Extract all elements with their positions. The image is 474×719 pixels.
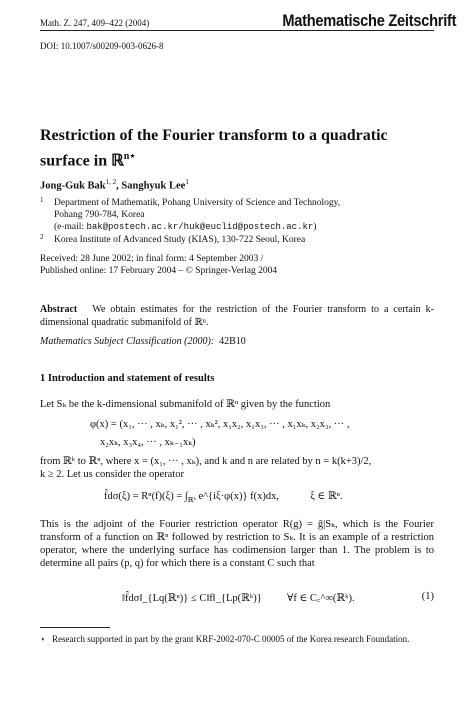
footnote-mark: ⋆ bbox=[40, 634, 46, 644]
doi: DOI: 10.1007/s00209-003-0626-8 bbox=[40, 41, 164, 51]
title-line-1: Restriction of the Fourier transform to a quadratic bbox=[40, 127, 388, 144]
affiliation-line: Korea Institute of Advanced Study (KIAS), 130-722 Seoul, Korea bbox=[54, 235, 306, 245]
paragraph-2-line-2: k ≥ 2. Let us consider the operator bbox=[40, 469, 184, 480]
integral-domain: ℝᵏ bbox=[187, 496, 196, 505]
footnote bbox=[40, 633, 434, 645]
equation-operator-rhs: e^{iξ·φ(x)} f(x)dx, bbox=[198, 491, 279, 502]
author-2: Sanghyuk Lee bbox=[121, 180, 186, 192]
msc-classification bbox=[40, 336, 246, 347]
paragraph-2-line-1: from ℝᵏ to ℝⁿ, where x = (x₁, ··· , xₖ), and k and n are related by n = k(k+3)/2, bbox=[40, 456, 372, 467]
affiliation-line: ) bbox=[313, 222, 317, 232]
author-2-affiliation: 1 bbox=[185, 178, 189, 186]
received-line: Received: 28 June 2002; in final form: 4 September 2003 / bbox=[40, 254, 264, 264]
footnote-text: Research supported in part by the grant KRF-2002-070-C 00005 of the Korea research Foundation. bbox=[52, 634, 410, 644]
affiliation-line: Department of Mathematik, Pohang University of Science and Technology, bbox=[54, 198, 341, 208]
title-line-2: surface in ℝ bbox=[40, 152, 124, 170]
equation-1-rhs: ∀f ∈ C꜀^∞(ℝᵏ). bbox=[287, 593, 355, 604]
section-heading: 1 Introduction and statement of results bbox=[40, 373, 215, 384]
paragraph-3: This is the adjoint of the Fourier restriction operator R(g) = ĝ|Sₖ, which is the Fourier transform of a function on ℝⁿ followed by restriction to Sₖ. It is an example of a restriction operator, where the underlying surface has codimension larger than 1. The problem is to determine all pairs (p, q) for which there is a constant C such that bbox=[40, 519, 434, 569]
author-1: Jong-Guk Bak bbox=[40, 180, 106, 192]
equation-1-lhs: ‖f̂dσ‖_{Lq(ℝⁿ)} ≤ C‖f‖_{Lp(ℝᵏ)} bbox=[122, 593, 262, 604]
title-superscript: n⋆ bbox=[123, 151, 136, 162]
email-addresses: bak@postech.ac.kr/huk@euclid@postech.ac.kr bbox=[86, 222, 314, 232]
abstract bbox=[40, 303, 434, 329]
affiliation-number: 1 bbox=[40, 196, 44, 204]
equation-operator bbox=[104, 490, 343, 504]
header-rule bbox=[40, 30, 434, 31]
affiliation-2 bbox=[40, 234, 440, 246]
paper-title bbox=[40, 125, 440, 171]
authors bbox=[40, 178, 189, 192]
affiliation-line: (e-mail: bbox=[54, 222, 87, 232]
abstract-text: We obtain estimates for the restriction of the Fourier transform to a certain k-dimensional quadratic submanifold of ℝⁿ. bbox=[40, 304, 434, 328]
equation-operator-lhs: f̂dσ(ξ) = Rⁿ(f)(ξ) = ∫ bbox=[104, 491, 188, 502]
published-line: Published online: 17 February 2004 – © Springer-Verlag 2004 bbox=[40, 266, 278, 276]
equation-1 bbox=[122, 591, 355, 605]
paragraph-1: Let Sₖ be the k-dimensional submanifold of ℝⁿ given by the function bbox=[40, 399, 331, 410]
equation-phi-line-2: x₂xₖ, x₃x₄, ··· , xₖ₋₁xₖ) bbox=[100, 437, 196, 448]
journal-name: Mathematische Zeitschrift bbox=[282, 11, 456, 30]
msc-label: Mathematics Subject Classification (2000): bbox=[40, 336, 215, 347]
equation-operator-domain: ξ ∈ ℝⁿ. bbox=[310, 491, 343, 502]
author-1-affiliation: 1, 2 bbox=[105, 178, 117, 186]
paragraph-2 bbox=[40, 455, 434, 481]
msc-value: 42B10 bbox=[219, 336, 246, 347]
footnote-rule bbox=[40, 627, 110, 628]
citation: Math. Z. 247, 409–422 (2004) bbox=[40, 18, 150, 28]
equation-phi-line-1: φ(x) = (x₁, ··· , xₖ, x₁², ··· , xₖ², x₁x₂, x₁x₃, ··· , x₁xₖ, x₂x₃, ··· , bbox=[90, 419, 350, 430]
abstract-label: Abstract bbox=[40, 304, 78, 315]
affiliation-line: Pohang 790-784, Korea bbox=[54, 210, 145, 220]
affiliation-number: 2 bbox=[40, 233, 44, 241]
received-dates bbox=[40, 253, 440, 277]
author-separator: , bbox=[116, 180, 122, 192]
affiliation-1 bbox=[40, 197, 440, 233]
equation-number: (1) bbox=[421, 591, 434, 602]
